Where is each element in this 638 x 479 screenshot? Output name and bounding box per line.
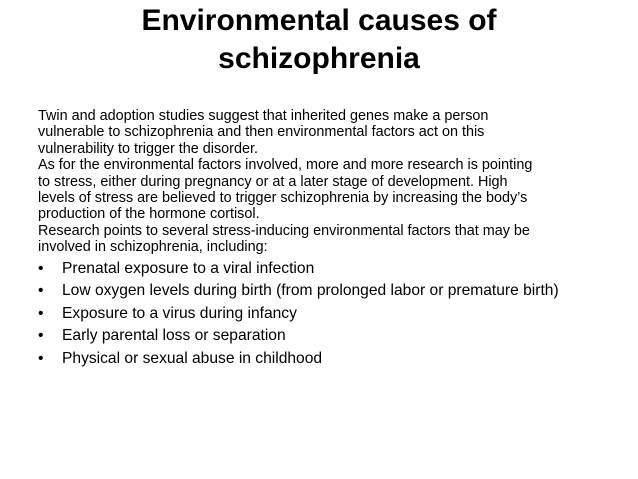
paragraph-line: involved in schizophrenia, including: [38, 239, 268, 256]
bullet-icon: • [38, 304, 44, 322]
paragraph-line: production of the hormone cortisol. [38, 206, 260, 223]
bullet-text: Low oxygen levels during birth (from prolonged labor or premature birth) [62, 282, 559, 300]
bullet-item [38, 325, 610, 348]
paragraph-line: vulnerable to schizophrenia and then environmental factors act on this [38, 124, 485, 141]
slide-body [38, 108, 610, 371]
bullet-icon: • [38, 259, 44, 277]
slide-title-line-2: schizophrenia [218, 42, 420, 75]
paragraph-line: Twin and adoption studies suggest that inherited genes make a person [38, 108, 489, 124]
paragraph-line: vulnerability to trigger the disorder. [38, 140, 258, 157]
paragraph-research-points [38, 223, 610, 256]
bullet-icon: • [38, 282, 44, 300]
bullet-list [38, 258, 610, 371]
bullet-item [38, 348, 610, 371]
bullet-text: Early parental loss or separation [62, 327, 286, 345]
bullet-icon: • [38, 327, 44, 345]
paragraph-stress-factors [38, 157, 610, 223]
paragraph-twin-adoption-studies [38, 108, 610, 157]
paragraph-line: levels of stress are believed to trigger schizophrenia by increasing the body’s [38, 190, 528, 207]
bullet-icon: • [38, 350, 44, 368]
paragraph-line: As for the environmental factors involved, more and more research is pointing [38, 157, 533, 174]
bullet-text: Prenatal exposure to a viral infection [62, 259, 315, 277]
bullet-text: Exposure to a virus during infancy [62, 304, 297, 322]
bullet-item [38, 280, 610, 303]
paragraph-line: Research points to several stress-inducing environmental factors that may be [38, 222, 530, 239]
paragraph-line: to stress, either during pregnancy or at a later stage of development. High [38, 173, 508, 190]
slide-title-line-1: Environmental causes of [141, 4, 497, 37]
slide-title [60, 2, 578, 78]
bullet-text: Physical or sexual abuse in childhood [62, 350, 323, 368]
bullet-item [38, 258, 610, 281]
bullet-item [38, 303, 610, 326]
